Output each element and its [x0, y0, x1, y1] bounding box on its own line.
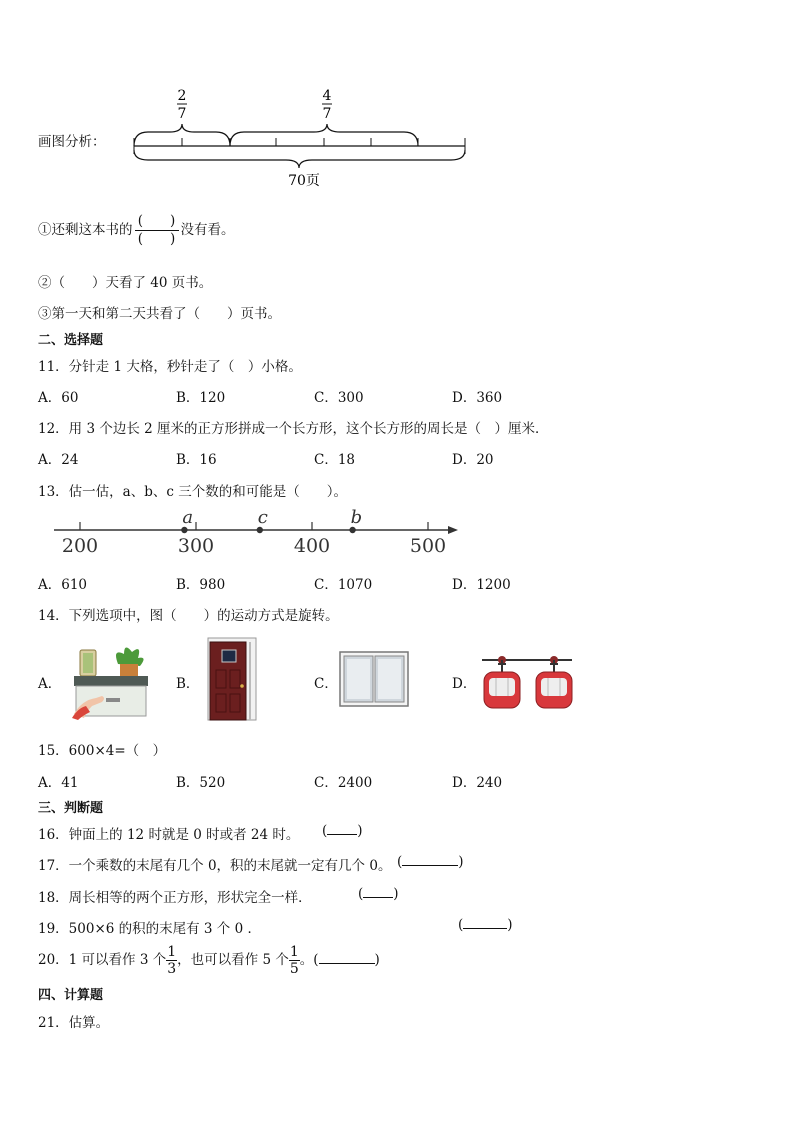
sub-question-1 [38, 212, 235, 248]
q18-answer-blank[interactable]: ( ) [358, 886, 399, 902]
number-line-tick-label: 500 [409, 535, 447, 557]
number-line-point-label-a: a [182, 508, 194, 528]
q17-answer-blank[interactable]: ( ) [397, 854, 464, 870]
q11-option-b[interactable]: B．120 [176, 390, 226, 406]
q14-stem: 14．下列选项中，图（ ）的运动方式是旋转。 [38, 608, 339, 624]
section-calc-heading: 四、计算题 [38, 988, 104, 1003]
q18-stem: 18．周长相等的两个正方形，形状完全一样． [38, 890, 312, 906]
total-label: 70页 [288, 173, 320, 189]
pushing-drawer-picture[interactable] [72, 640, 152, 720]
sub-question-2: ②（ ）天看了 40 页书。 [38, 275, 213, 291]
q17-stem: 17．一个乘数的末尾有几个 0，积的末尾就一定有几个 0。 [38, 858, 392, 874]
number-line-tick-label: 200 [61, 535, 99, 557]
window-picture[interactable] [339, 651, 409, 707]
q12-stem: 12．用 3 个边长 2 厘米的正方形拼成一个长方形，这个长方形的周长是（ ）厘米． [38, 421, 549, 437]
sub-question-3: ③第一天和第二天共看了（ ）页书。 [38, 306, 281, 322]
left-fraction-num: 2 [177, 88, 187, 104]
right-fraction-num: 4 [322, 88, 332, 104]
q13-option-b[interactable]: B．980 [176, 577, 226, 593]
section-judge-heading: 三、判断题 [38, 801, 104, 816]
q1-suffix: 没有看。 [180, 222, 235, 238]
q16-answer-blank[interactable]: ( ) [322, 823, 363, 839]
q20-answer-blank[interactable]: ( ) [313, 952, 380, 968]
q21-stem: 21．估算。 [38, 1015, 110, 1031]
number-line-point-label-b: b [350, 508, 363, 528]
q13-option-d[interactable]: D．1200 [452, 577, 511, 593]
q14-option-b[interactable]: B． [176, 676, 200, 692]
q12-option-d[interactable]: D．20 [452, 452, 494, 468]
q15-stem: 15．600×4=（ ） [38, 743, 167, 759]
q11-stem: 11．分针走 1 大格，秒针走了（ ）小格。 [38, 359, 302, 375]
q15-option-a[interactable]: A．41 [38, 775, 79, 791]
q14-option-a[interactable]: A． [38, 676, 62, 692]
q20-fraction-one-third: $\frac{1}{3}$ [167, 944, 177, 977]
q20-fraction-one-fifth: $\frac{1}{5}$ [289, 944, 299, 977]
q12-option-a[interactable]: A．24 [38, 452, 79, 468]
q12-option-b[interactable]: B．16 [176, 452, 217, 468]
right-fraction-den: 7 [322, 106, 332, 122]
q13-stem: 13．估一估，a、b、c 三个数的和可能是（ ）。 [38, 484, 347, 500]
diagram-label: 画图分析： [38, 134, 106, 150]
q12-option-c[interactable]: C．18 [314, 452, 356, 468]
number-line-tick-label: 300 [177, 535, 215, 557]
q15-option-d[interactable]: D．240 [452, 775, 503, 791]
door-picture[interactable] [206, 636, 258, 722]
section-choice-heading: 二、选择题 [38, 333, 104, 348]
left-fraction-den: 7 [177, 106, 187, 122]
q13-option-a[interactable]: A．610 [38, 577, 88, 593]
q16-stem: 16．钟面上的 12 时就是 0 时或者 24 时。 [38, 827, 300, 843]
q1-prefix: ①还剩这本书的 [38, 222, 133, 238]
q1-blank-fraction: ( ) ( ) [135, 213, 179, 248]
cable-car-picture[interactable] [480, 650, 574, 712]
number-line-tick-label: 400 [293, 535, 331, 557]
q15-option-c[interactable]: C．2400 [314, 775, 373, 791]
number-line-point-label-c: c [257, 508, 268, 528]
q13-option-c[interactable]: C．1070 [314, 577, 373, 593]
q11-option-c[interactable]: C．300 [314, 390, 364, 406]
q20-stem: 20．1 可以看作 3 个 $\frac{1}{3}$ ，也可以看作 5 个 $\frac{1}{5}$ 。( ) [38, 944, 380, 977]
q15-option-b[interactable]: B．520 [176, 775, 226, 791]
q19-stem: 19．500×6 的积的末尾有 3 个 0 ． [38, 921, 261, 937]
q19-answer-blank[interactable]: ( ) [458, 917, 513, 933]
q11-option-a[interactable]: A．60 [38, 390, 79, 406]
q13-number-line [50, 508, 462, 560]
q14-option-c[interactable]: C． [314, 676, 338, 692]
bracket-diagram [128, 84, 473, 194]
q14-option-d[interactable]: D． [452, 676, 477, 692]
q11-option-d[interactable]: D．360 [452, 390, 503, 406]
